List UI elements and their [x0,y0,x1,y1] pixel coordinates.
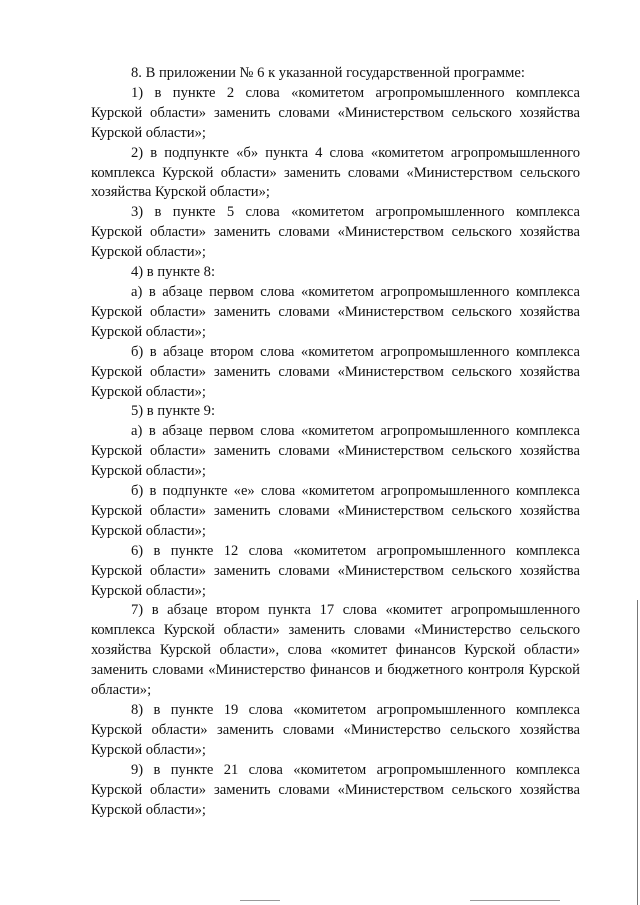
scan-artifact [240,900,280,901]
scan-edge-line [637,600,638,905]
paragraph-item-7: 7) в абзаце втором пункта 17 слова «комитет агропромышленного комплекса Курской области» заменить словами «Министерство сельского хозяйства Курской области», слова «комитет финансов Курской области» заменить словами «Министерство финансов и бюджетного контроля Курской области»; [91,602,580,699]
paragraph-item-4a: а) в абзаце первом слова «комитетом агропромышленного комплекса Курской области» заменить словами «Министерством сельского хозяйства Курской области»; [91,283,580,340]
paragraph-item-9: 9) в пункте 21 слова «комитетом агропромышленного комплекса Курской области» заменить словами «Министерством сельского хозяйства Курской области»; [91,761,580,818]
paragraph-item-5a: а) в абзаце первом слова «комитетом агропромышленного комплекса Курской области» заменить словами «Министерством сельского хозяйства Курской области»; [91,423,580,480]
paragraph-item-3: 3) в пункте 5 слова «комитетом агропромышленного комплекса Курской области» заменить словами «Министерством сельского хозяйства Курской области»; [91,204,580,261]
scan-artifact [470,900,560,901]
document-body [91,64,580,820]
paragraph-item-2: 2) в подпункте «б» пункта 4 слова «комитетом агропромышленного комплекса Курской области» заменить словами «Министерством сельского хозяйства Курской области»; [91,144,580,201]
paragraph-item-4b: б) в абзаце втором слова «комитетом агропромышленного комплекса Курской области» заменить словами «Министерством сельского хозяйства Курской области»; [91,343,580,400]
paragraph-item-5: 5) в пункте 9: [131,403,216,420]
paragraph-item-1: 1) в пункте 2 слова «комитетом агропромышленного комплекса Курской области» заменить словами «Министерством сельского хозяйства Курской области»; [91,84,580,141]
paragraph-item-8: 8) в пункте 19 слова «комитетом агропромышленного комплекса Курской области» заменить словами «Министерство сельского хозяйства Курской области»; [91,702,580,758]
paragraph-item-6: 6) в пункте 12 слова «комитетом агропромышленного комплекса Курской области» заменить словами «Министерством сельского хозяйства Курской области»; [91,542,580,599]
paragraph-item-4: 4) в пункте 8: [131,264,216,281]
paragraph-item-5b: б) в подпункте «е» слова «комитетом агропромышленного комплекса Курской области» заменить словами «Министерством сельского хозяйства Курской области»; [91,483,580,539]
paragraph-heading: 8. В приложении № 6 к указанной государственной программе: [131,65,525,81]
